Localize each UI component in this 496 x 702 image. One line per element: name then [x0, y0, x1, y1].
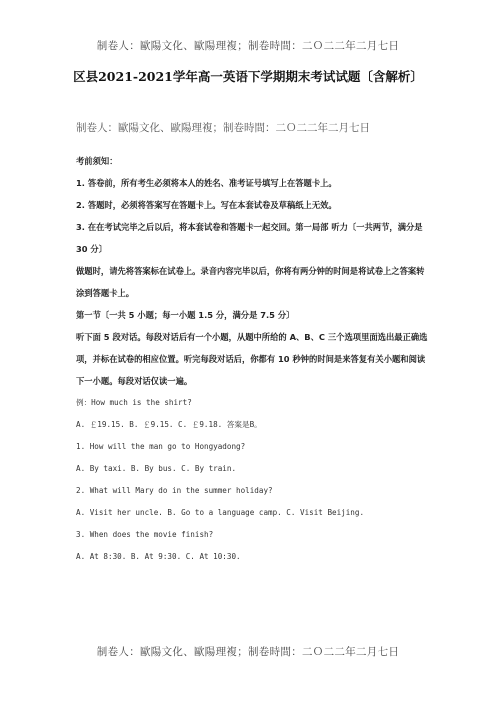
question-options: A. At 8:30. B. At 9:30. C. At 10:30.: [76, 552, 241, 561]
page-header: 制卷人：歐陽文化、歐陽理複；制卷時間：二Ｏ二二年二月七日: [96, 40, 400, 52]
notice-title: 考前须知：: [76, 156, 118, 166]
document-body: [76, 150, 430, 568]
question-options: A. Visit her uncle. B. Go to a language camp. C. Visit Beijing.: [76, 508, 365, 517]
example-options: A. ￡19.15. B. ￡9.15. C. ￡9.18. 答案是B。: [76, 420, 262, 429]
instruction-text: 做题时，请先将答案标在试卷上。录音内容完毕以后，你将有两分钟的时间是将试卷上之答案转涂到答题卡上。: [76, 266, 425, 298]
question-text: 3. When does the movie finish?: [76, 530, 214, 539]
notice-item: 3. 在在考试完毕之后以后，将本套试卷和答题卡一起交回。第一局部 听力〔一共两节，满分是 30 分〕: [76, 222, 423, 254]
example-question: 例：How much is the shirt?: [76, 398, 192, 407]
question-text: 2. What will Mary do in the summer holiday?: [76, 486, 273, 495]
question-options: A. By taxi. B. By bus. C. By train.: [76, 464, 237, 473]
page-footer: 制卷人：歐陽文化、歐陽理複；制卷時間：二Ｏ二二年二月七日: [96, 646, 400, 658]
notice-item: 2. 答题时，必须将答案写在答题卡上。写在本套试卷及草稿纸上无效。: [76, 200, 337, 210]
author-line: 制卷人：歐陽文化、歐陽理複；制卷時間：二Ｏ二二年二月七日: [76, 122, 370, 134]
question-text: 1. How will the man go to Hongyadong?: [76, 442, 246, 451]
section-title: 第一节〔一共 5 小题；每一小题 1.5 分，满分是 7.5 分〕: [76, 310, 295, 320]
section-instruction: 听下面 5 段对话。每段对话后有一个小题，从题中所给的 A、B、C 三个选项里面选出最正确选项，并标在试卷的相应位置。听完每段对话后，你都有 10 秒钟的时间是来答复有关小题和阅读下一小题。每段对话仅读一遍。: [76, 332, 428, 386]
document-title: 区县2021-2021学年高一英语下学期期末考试试题〔含解析〕: [73, 69, 423, 84]
notice-item: 1. 答卷前，所有考生必须将本人的姓名、准考证号填写上在答题卡上。: [76, 178, 337, 188]
